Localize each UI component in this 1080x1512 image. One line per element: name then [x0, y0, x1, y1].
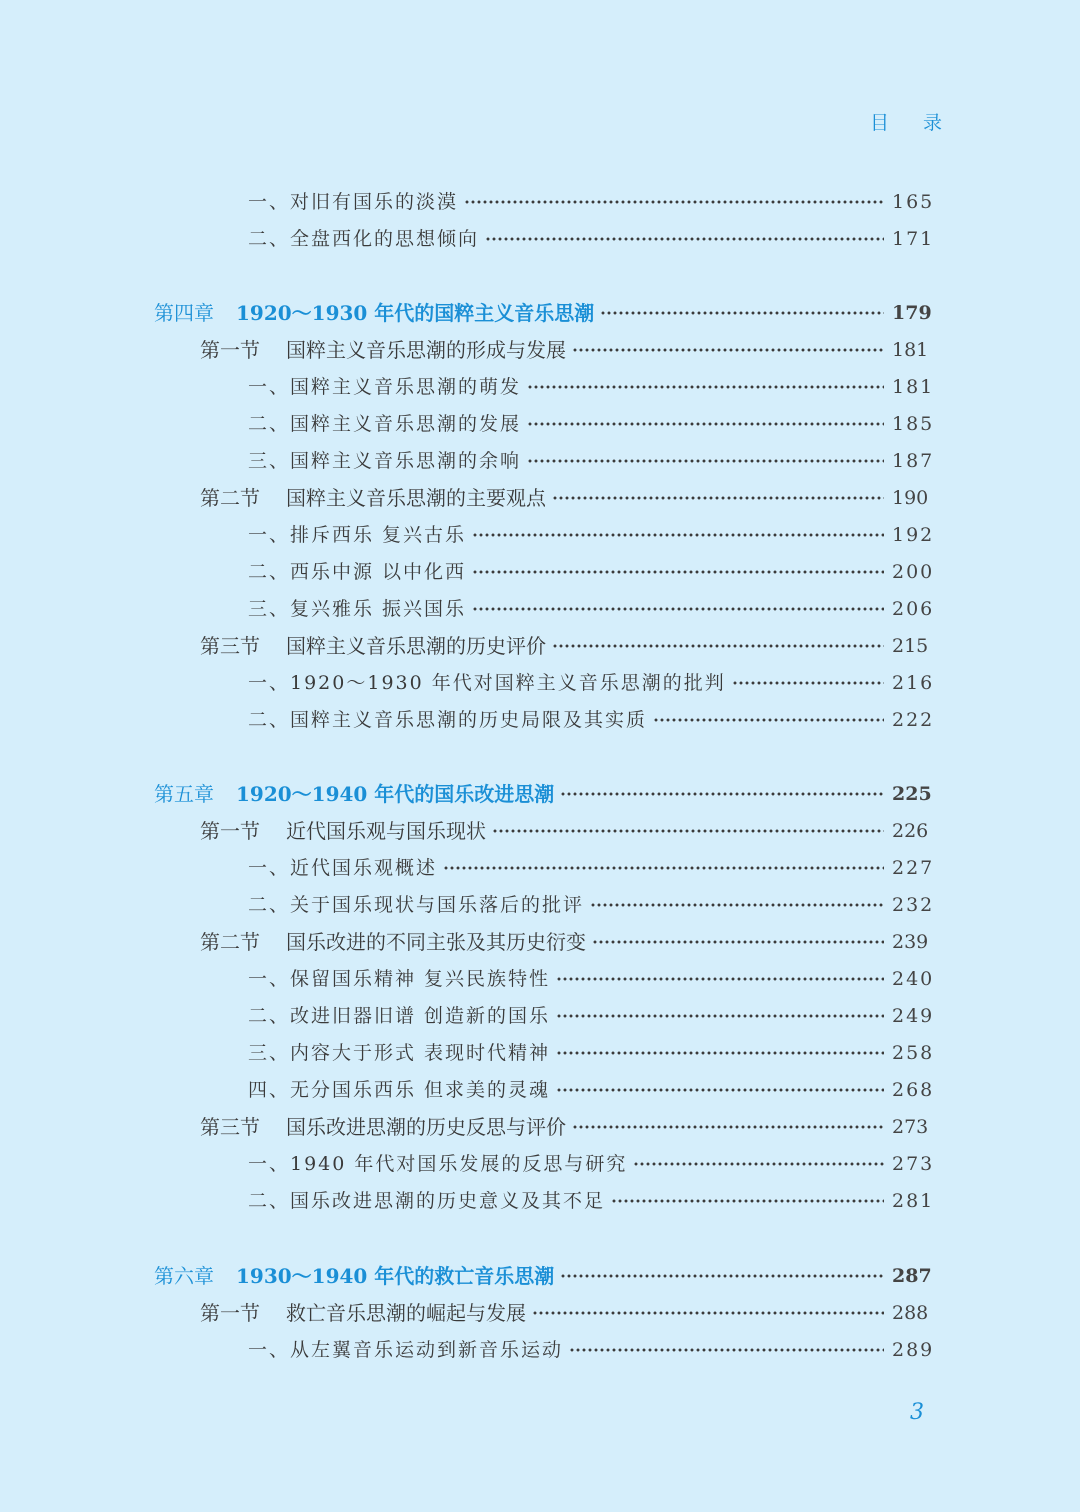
- dot-leader: [560, 776, 884, 812]
- entry-page-number: 239: [892, 931, 929, 953]
- section-text: 国粹主义音乐思潮的主要观点: [286, 486, 546, 510]
- section-entry[interactable]: [200, 628, 928, 664]
- sub-title: [248, 554, 466, 590]
- chapter-text: 1920～1930 年代的国粹主义音乐思潮: [236, 301, 595, 325]
- sub-text: 一、对旧有国乐的淡漠: [248, 191, 459, 213]
- dot-leader: [443, 850, 884, 886]
- entry-page-number: 215: [892, 635, 929, 657]
- entry-page-number: 249: [892, 1005, 935, 1027]
- section-text: 国粹主义音乐思潮的历史评价: [286, 634, 546, 658]
- entry-page-number: 226: [892, 820, 929, 842]
- section-text: 国乐改进的不同主张及其历史衍变: [286, 930, 586, 954]
- sub-text: 二、关于国乐现状与国乐落后的批评: [248, 894, 585, 916]
- sub-text: 二、国粹主义音乐思潮的发展: [248, 413, 522, 435]
- chapter-entry[interactable]: [154, 1258, 932, 1294]
- sub-text: 一、1940 年代对国乐发展的反思与研究: [248, 1153, 628, 1175]
- section-title: [200, 628, 546, 664]
- section-entry[interactable]: [200, 332, 928, 368]
- dot-leader: [492, 813, 884, 849]
- section-entry[interactable]: [200, 813, 928, 849]
- entry-page-number: 165: [892, 191, 935, 213]
- sub-entry[interactable]: [248, 1035, 935, 1071]
- dot-leader: [572, 332, 884, 368]
- sub-text: 二、国粹主义音乐思潮的历史局限及其实质: [248, 709, 648, 731]
- section-text: 国乐改进思潮的历史反思与评价: [286, 1115, 566, 1139]
- entry-page-number: 273: [892, 1116, 929, 1138]
- page-number: 3: [910, 1400, 924, 1425]
- sub-entry[interactable]: [248, 517, 935, 553]
- entry-page-number: 268: [892, 1079, 935, 1101]
- dot-leader: [592, 924, 884, 960]
- entry-page-number: 179: [892, 302, 932, 324]
- entry-page-number: 216: [892, 672, 935, 694]
- sub-entry[interactable]: [248, 1072, 935, 1108]
- section-entry[interactable]: [200, 924, 928, 960]
- dot-leader: [633, 1146, 884, 1182]
- entry-page-number: 258: [892, 1042, 935, 1064]
- sub-entry[interactable]: [248, 1183, 935, 1219]
- dot-leader: [527, 369, 884, 405]
- sub-title: [248, 1332, 563, 1368]
- section-number: 第三节: [200, 634, 260, 658]
- entry-page-number: 227: [892, 857, 935, 879]
- sub-title: [248, 850, 437, 886]
- sub-title: [248, 665, 726, 701]
- sub-text: 一、排斥西乐 复兴古乐: [248, 524, 467, 546]
- dot-leader: [472, 554, 884, 590]
- entry-page-number: 190: [892, 487, 929, 509]
- sub-title: [248, 998, 550, 1034]
- section-number: 第一节: [200, 1301, 260, 1325]
- sub-text: 三、内容大于形式 表现时代精神: [248, 1042, 551, 1064]
- sub-text: 四、无分国乐西乐 但求美的灵魂: [248, 1079, 551, 1101]
- entry-page-number: 181: [892, 376, 935, 398]
- chapter-number: 第五章: [154, 782, 214, 806]
- section-entry[interactable]: [200, 1109, 928, 1145]
- section-entry[interactable]: [200, 1295, 928, 1331]
- chapter-entry[interactable]: [154, 776, 932, 812]
- entry-page-number: 200: [892, 561, 935, 583]
- section-text: 国粹主义音乐思潮的形成与发展: [286, 338, 566, 362]
- chapter-title: [154, 1258, 554, 1294]
- chapter-text: 1920～1940 年代的国乐改进思潮: [236, 782, 555, 806]
- dot-leader: [556, 998, 884, 1034]
- sub-entry[interactable]: [248, 591, 935, 627]
- section-title: [200, 332, 566, 368]
- dot-leader: [527, 443, 884, 479]
- sub-title: [248, 1183, 605, 1219]
- sub-text: 一、保留国乐精神 复兴民族特性: [248, 968, 551, 990]
- sub-text: 二、西乐中源 以中化西: [248, 561, 467, 583]
- entry-page-number: 225: [892, 783, 932, 805]
- dot-leader: [653, 702, 884, 738]
- sub-title: [248, 1072, 550, 1108]
- section-entry[interactable]: [200, 480, 928, 516]
- dot-leader: [556, 1072, 884, 1108]
- sub-entry[interactable]: [248, 850, 935, 886]
- dot-leader: [532, 1295, 884, 1331]
- sub-text: 一、从左翼音乐运动到新音乐运动: [248, 1339, 564, 1361]
- sub-entry[interactable]: [248, 443, 935, 479]
- entry-page-number: 171: [892, 228, 935, 250]
- entry-page-number: 232: [892, 894, 935, 916]
- sub-title: [248, 406, 521, 442]
- sub-entry[interactable]: [248, 554, 935, 590]
- section-number: 第三节: [200, 1115, 260, 1139]
- entry-page-number: 288: [892, 1302, 929, 1324]
- sub-text: 三、国粹主义音乐思潮的余响: [248, 450, 522, 472]
- chapter-number: 第四章: [154, 301, 214, 325]
- sub-title: [248, 184, 458, 220]
- section-title: [200, 813, 486, 849]
- sub-text: 一、国粹主义音乐思潮的萌发: [248, 376, 522, 398]
- chapter-title: [154, 776, 554, 812]
- entry-page-number: 281: [892, 1190, 935, 1212]
- sub-entry[interactable]: [248, 961, 935, 997]
- dot-leader: [560, 1258, 884, 1294]
- sub-text: 二、改进旧器旧谱 创造新的国乐: [248, 1005, 551, 1027]
- section-text: 近代国乐观与国乐现状: [286, 819, 486, 843]
- sub-text: 二、全盘西化的思想倾向: [248, 228, 480, 250]
- sub-entry[interactable]: [248, 998, 935, 1034]
- dot-leader: [732, 665, 884, 701]
- chapter-entry[interactable]: [154, 295, 932, 331]
- sub-text: 一、近代国乐观概述: [248, 857, 438, 879]
- sub-entry[interactable]: [248, 1146, 935, 1182]
- sub-title: [248, 1146, 627, 1182]
- sub-text: 一、1920～1930 年代对国粹主义音乐思潮的批判: [248, 672, 726, 694]
- dot-leader: [572, 1109, 884, 1145]
- chapter-text: 1930～1940 年代的救亡音乐思潮: [236, 1264, 555, 1288]
- sub-title: [248, 961, 550, 997]
- dot-leader: [527, 406, 884, 442]
- sub-title: [248, 221, 479, 257]
- entry-page-number: 289: [892, 1339, 935, 1361]
- sub-entry[interactable]: [248, 184, 935, 220]
- toc-header-title: 目 录: [870, 112, 957, 134]
- entry-page-number: 181: [892, 339, 929, 361]
- sub-entry[interactable]: [248, 887, 935, 923]
- sub-entry[interactable]: [248, 406, 935, 442]
- section-number: 第一节: [200, 819, 260, 843]
- sub-title: [248, 591, 466, 627]
- dot-leader: [590, 887, 884, 923]
- sub-title: [248, 1035, 550, 1071]
- chapter-number: 第六章: [154, 1264, 214, 1288]
- dot-leader: [556, 961, 884, 997]
- entry-page-number: 206: [892, 598, 935, 620]
- section-text: 救亡音乐思潮的崛起与发展: [286, 1301, 526, 1325]
- entry-page-number: 287: [892, 1265, 932, 1287]
- dot-leader: [464, 184, 884, 220]
- sub-title: [248, 443, 521, 479]
- dot-leader: [556, 1035, 884, 1071]
- dot-leader: [552, 480, 884, 516]
- sub-text: 二、国乐改进思潮的历史意义及其不足: [248, 1190, 606, 1212]
- sub-entry[interactable]: [248, 1332, 935, 1368]
- dot-leader: [552, 628, 884, 664]
- dot-leader: [569, 1332, 884, 1368]
- section-title: [200, 1109, 566, 1145]
- sub-title: [248, 369, 521, 405]
- entry-page-number: 185: [892, 413, 935, 435]
- section-number: 第二节: [200, 486, 260, 510]
- entry-page-number: 240: [892, 968, 935, 990]
- sub-title: [248, 517, 466, 553]
- sub-entry[interactable]: [248, 665, 935, 701]
- chapter-title: [154, 295, 594, 331]
- sub-entry[interactable]: [248, 221, 935, 257]
- dot-leader: [472, 591, 884, 627]
- sub-text: 三、复兴雅乐 振兴国乐: [248, 598, 467, 620]
- section-title: [200, 480, 546, 516]
- dot-leader: [472, 517, 884, 553]
- section-title: [200, 924, 586, 960]
- dot-leader: [611, 1183, 884, 1219]
- sub-entry[interactable]: [248, 702, 935, 738]
- section-title: [200, 1295, 526, 1331]
- entry-page-number: 273: [892, 1153, 935, 1175]
- entry-page-number: 222: [892, 709, 935, 731]
- sub-title: [248, 702, 647, 738]
- dot-leader: [600, 295, 884, 331]
- dot-leader: [485, 221, 884, 257]
- section-number: 第二节: [200, 930, 260, 954]
- sub-title: [248, 887, 584, 923]
- entry-page-number: 192: [892, 524, 935, 546]
- section-number: 第一节: [200, 338, 260, 362]
- entry-page-number: 187: [892, 450, 935, 472]
- sub-entry[interactable]: [248, 369, 935, 405]
